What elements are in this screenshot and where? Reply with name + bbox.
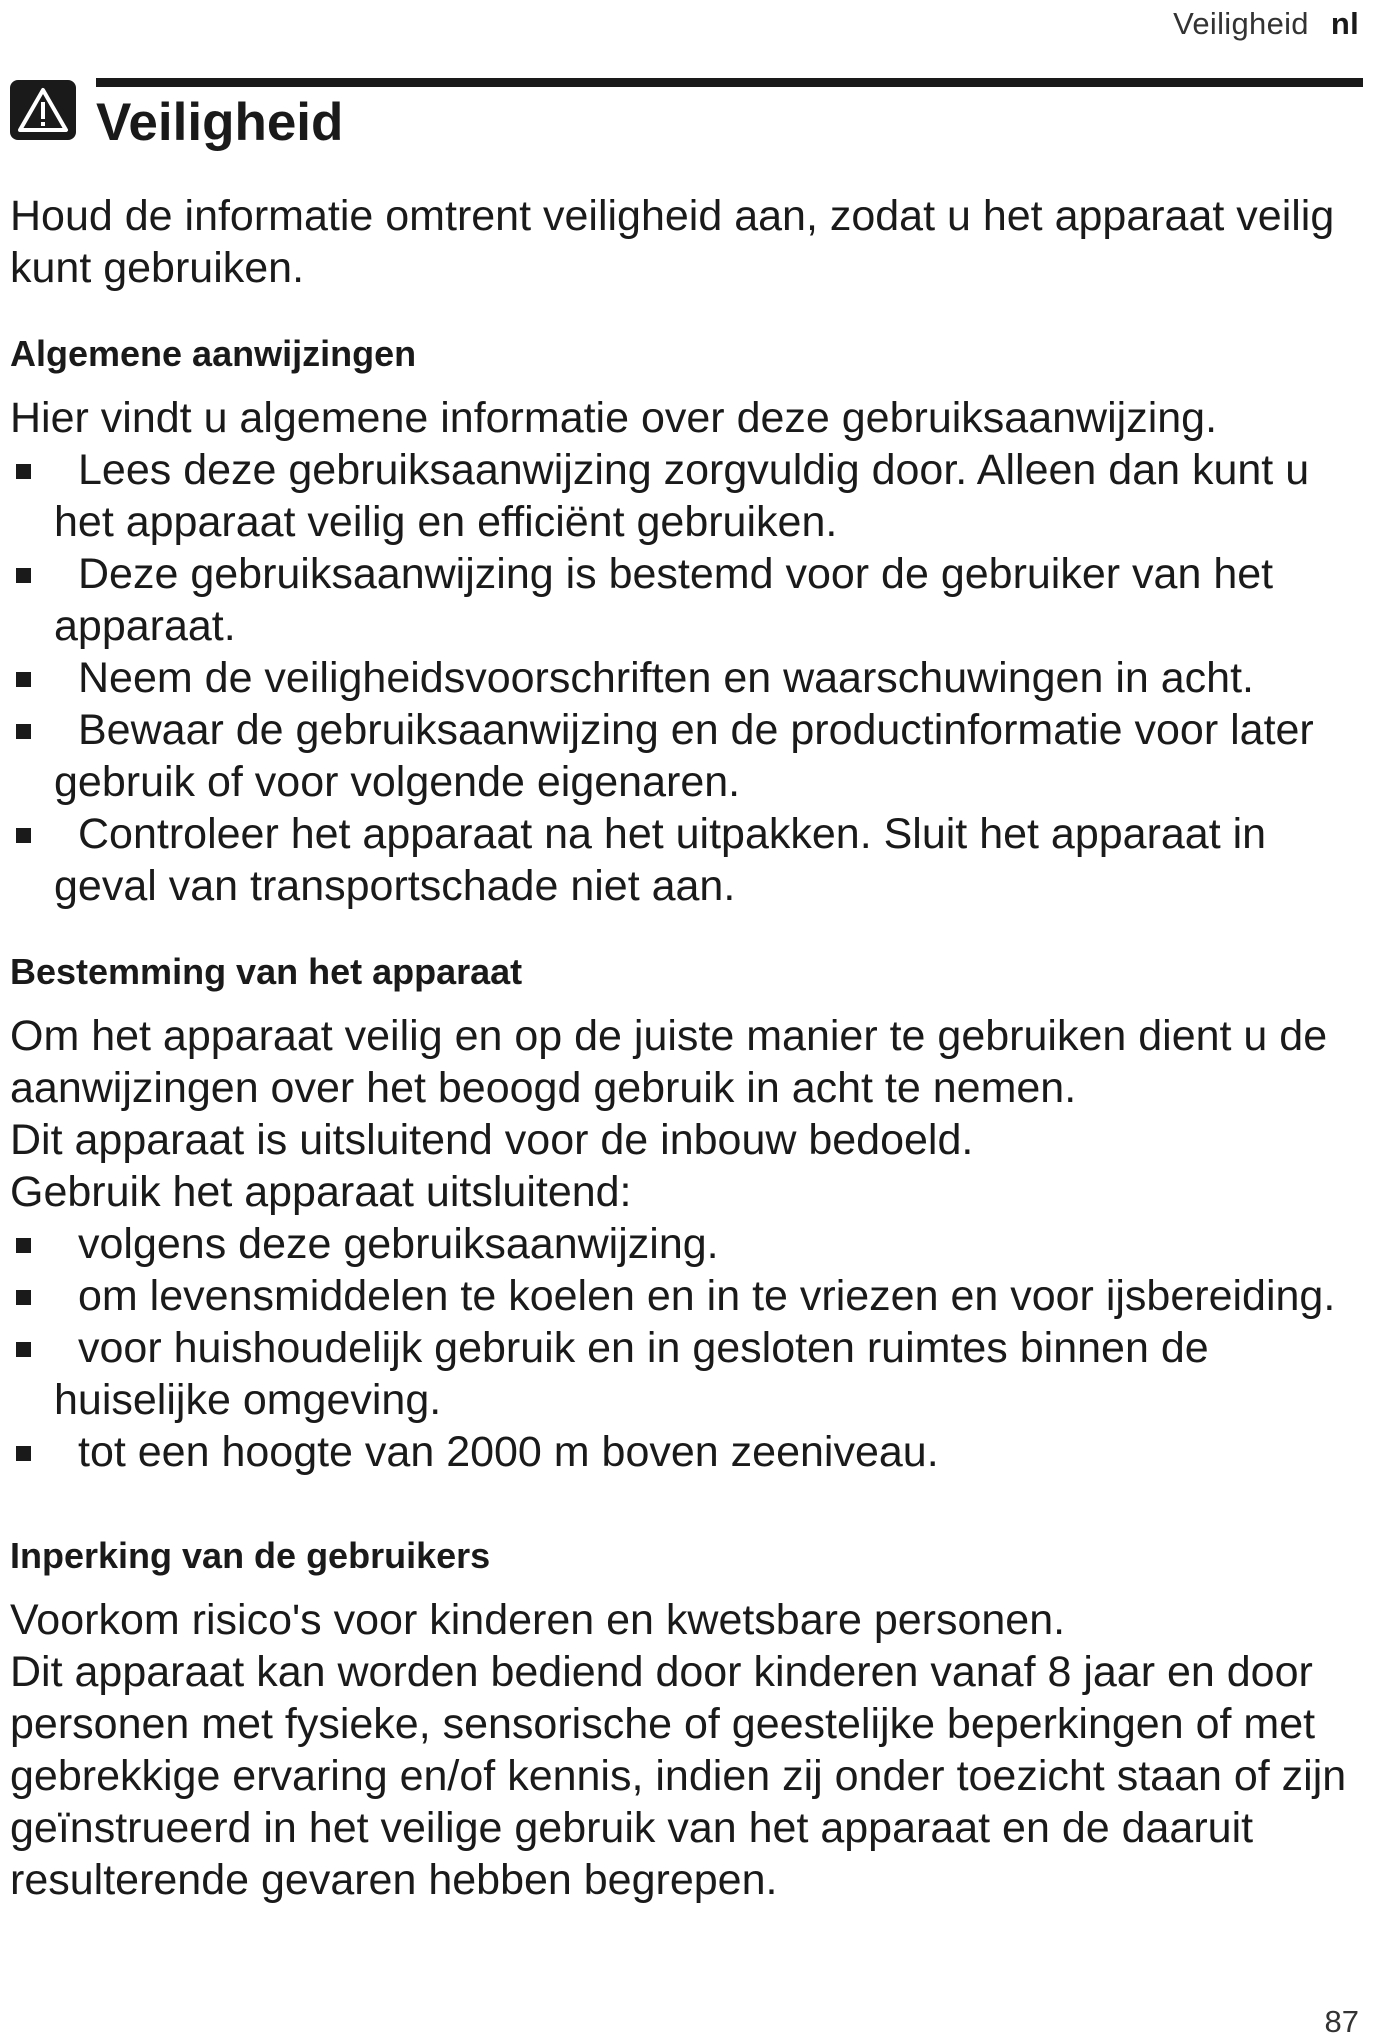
- bullet-square-icon: [16, 464, 31, 479]
- section-heading-intended-use: Bestemming van het apparaat: [10, 951, 523, 992]
- bullet-square-icon: [16, 1290, 31, 1305]
- section-heading-user-restrictions: Inperking van de gebruikers: [10, 1535, 491, 1576]
- warning-triangle-icon: [10, 80, 76, 140]
- user-restrictions-paragraph-1: Voorkom risico's voor kinderen en kwetsbare personen.: [10, 1596, 1066, 1644]
- list-item: voor huishoudelijk gebruik en in gesloten ruimtes binnen de huiselijke omgeving.: [10, 1322, 1365, 1426]
- running-header-language: nl: [1330, 6, 1359, 41]
- list-item: Deze gebruiksaanwijzing is bestemd voor de gebruiker van het apparaat.: [10, 548, 1365, 652]
- bullet-square-icon: [16, 672, 31, 687]
- list-item: Bewaar de gebruiksaanwijzing en de productinformatie voor later gebruik of voor volgende eigenaren.: [10, 704, 1365, 808]
- intended-use-paragraph-2: Dit apparaat is uitsluitend voor de inbouw bedoeld.: [10, 1116, 974, 1164]
- page-number: 87: [1324, 2004, 1359, 2039]
- page-content: [10, 190, 1365, 1906]
- header-rule: [96, 78, 1363, 87]
- list-item: om levensmiddelen te koelen en in te vriezen en voor ijsbereiding.: [10, 1270, 1365, 1322]
- page-title: Veiligheid: [96, 93, 344, 152]
- intended-use-list: [10, 1218, 1365, 1478]
- list-item: Neem de veiligheidsvoorschriften en waarschuwingen in acht.: [10, 652, 1365, 704]
- bullet-square-icon: [16, 1238, 31, 1253]
- list-item: volgens deze gebruiksaanwijzing.: [10, 1218, 1365, 1270]
- running-header-section: Veiligheid: [1173, 6, 1309, 41]
- general-instructions-list: [10, 444, 1365, 912]
- running-header: [1173, 6, 1359, 42]
- list-item: Lees deze gebruiksaanwijzing zorgvuldig door. Alleen dan kunt u het apparaat veilig en efficiënt gebruiken.: [10, 444, 1365, 548]
- section-general-lead: Hier vindt u algemene informatie over deze gebruiksaanwijzing.: [10, 394, 1218, 442]
- intro-paragraph: Houd de informatie omtrent veiligheid aan, zodat u het apparaat veilig kunt gebruiken.: [10, 192, 1335, 292]
- intended-use-paragraph-1: Om het apparaat veilig en op de juiste manier te gebruiken dient u de aanwijzingen over het beoogd gebruik in acht te nemen.: [10, 1012, 1328, 1112]
- user-restrictions-paragraph-2: Dit apparaat kan worden bediend door kinderen vanaf 8 jaar en door personen met fysieke, sensorische of geestelijke beperkingen of met gebrekkige ervaring en/of kennis, indien zij onder toezicht staan of zijn geïnstrueerd in het veilige gebruik van het apparaat en de daaruit resulterende gevaren hebben begrepen.: [10, 1648, 1347, 1904]
- bullet-square-icon: [16, 1342, 31, 1357]
- list-item: tot een hoogte van 2000 m boven zeeniveau.: [10, 1426, 1365, 1478]
- bullet-square-icon: [16, 1446, 31, 1461]
- bullet-square-icon: [16, 828, 31, 843]
- list-item: Controleer het apparaat na het uitpakken. Sluit het apparaat in geval van transportschade niet aan.: [10, 808, 1365, 912]
- bullet-square-icon: [16, 568, 31, 583]
- section-heading-general: Algemene aanwijzingen: [10, 333, 417, 374]
- bullet-square-icon: [16, 724, 31, 739]
- intended-use-paragraph-3: Gebruik het apparaat uitsluitend:: [10, 1168, 632, 1216]
